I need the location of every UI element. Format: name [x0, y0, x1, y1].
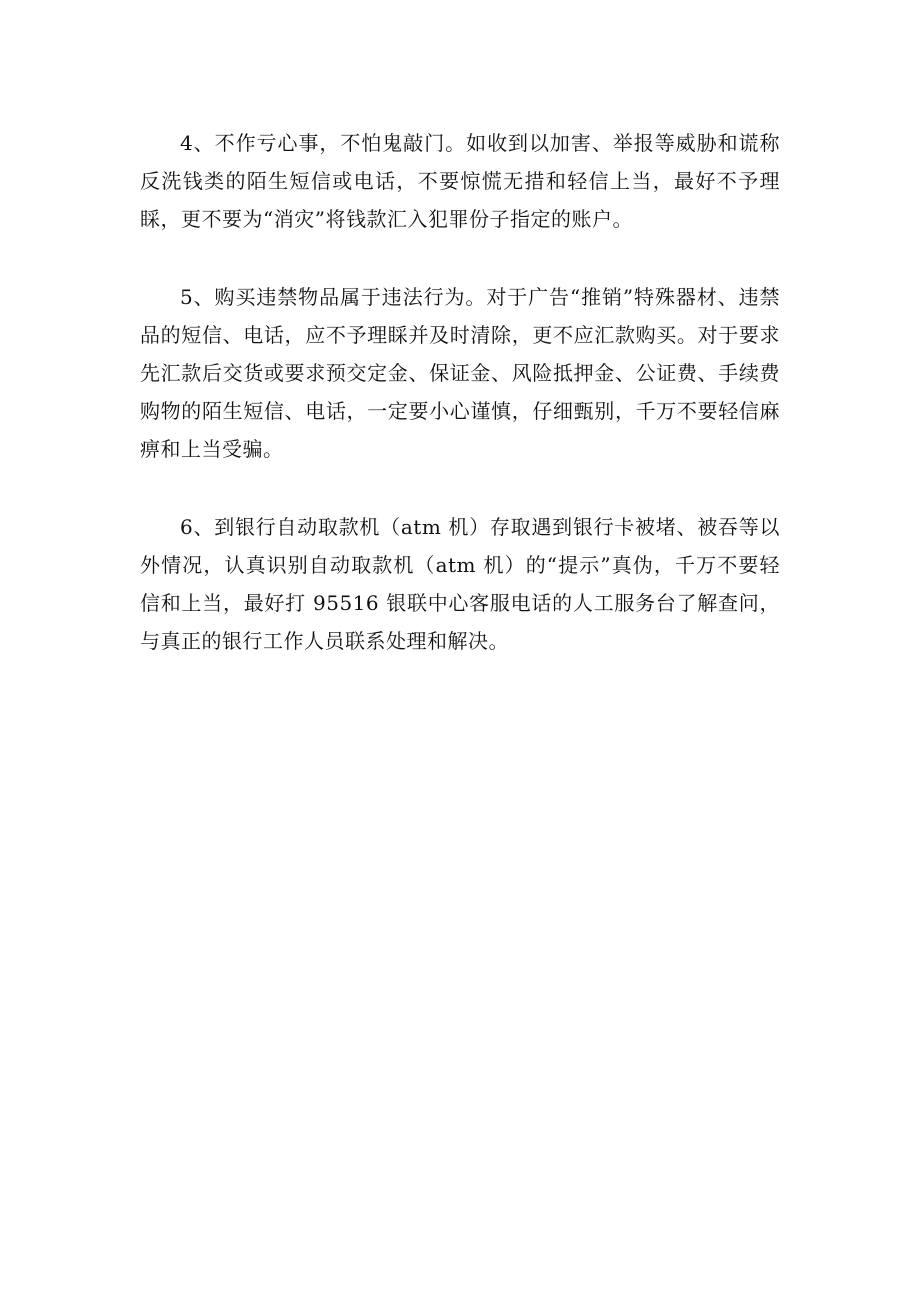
document-body: [140, 124, 780, 660]
paragraph-6: 6、到银行自动取款机（atm 机）存取遇到银行卡被堵、被吞等以外情况，认真识别自动取款机（atm 机）的“提示”真伪，千万不要轻信和上当，最好打 95516 银联中心客服电话的人工服务台了解查问，与真正的银行工作人员联系处理和解决。: [140, 515, 780, 653]
paragraph-4: 4、不作亏心事，不怕鬼敲门。如收到以加害、举报等威胁和谎称反洗钱类的陌生短信或电话，不要惊慌无措和轻信上当，最好不予理睬，更不要为“消灾”将钱款汇入犯罪份子指定的账户。: [140, 131, 780, 231]
paragraph-5: 5、购买违禁物品属于违法行为。对于广告“推销”特殊器材、违禁品的短信、电话，应不予理睬并及时清除，更不应汇款购买。对于要求先汇款后交货或要求预交定金、保证金、风险抵押金、公证费、手续费购物的陌生短信、电话，一定要小心谨慎，仔细甄别，千万不要轻信麻痹和上当受骗。: [140, 285, 780, 461]
